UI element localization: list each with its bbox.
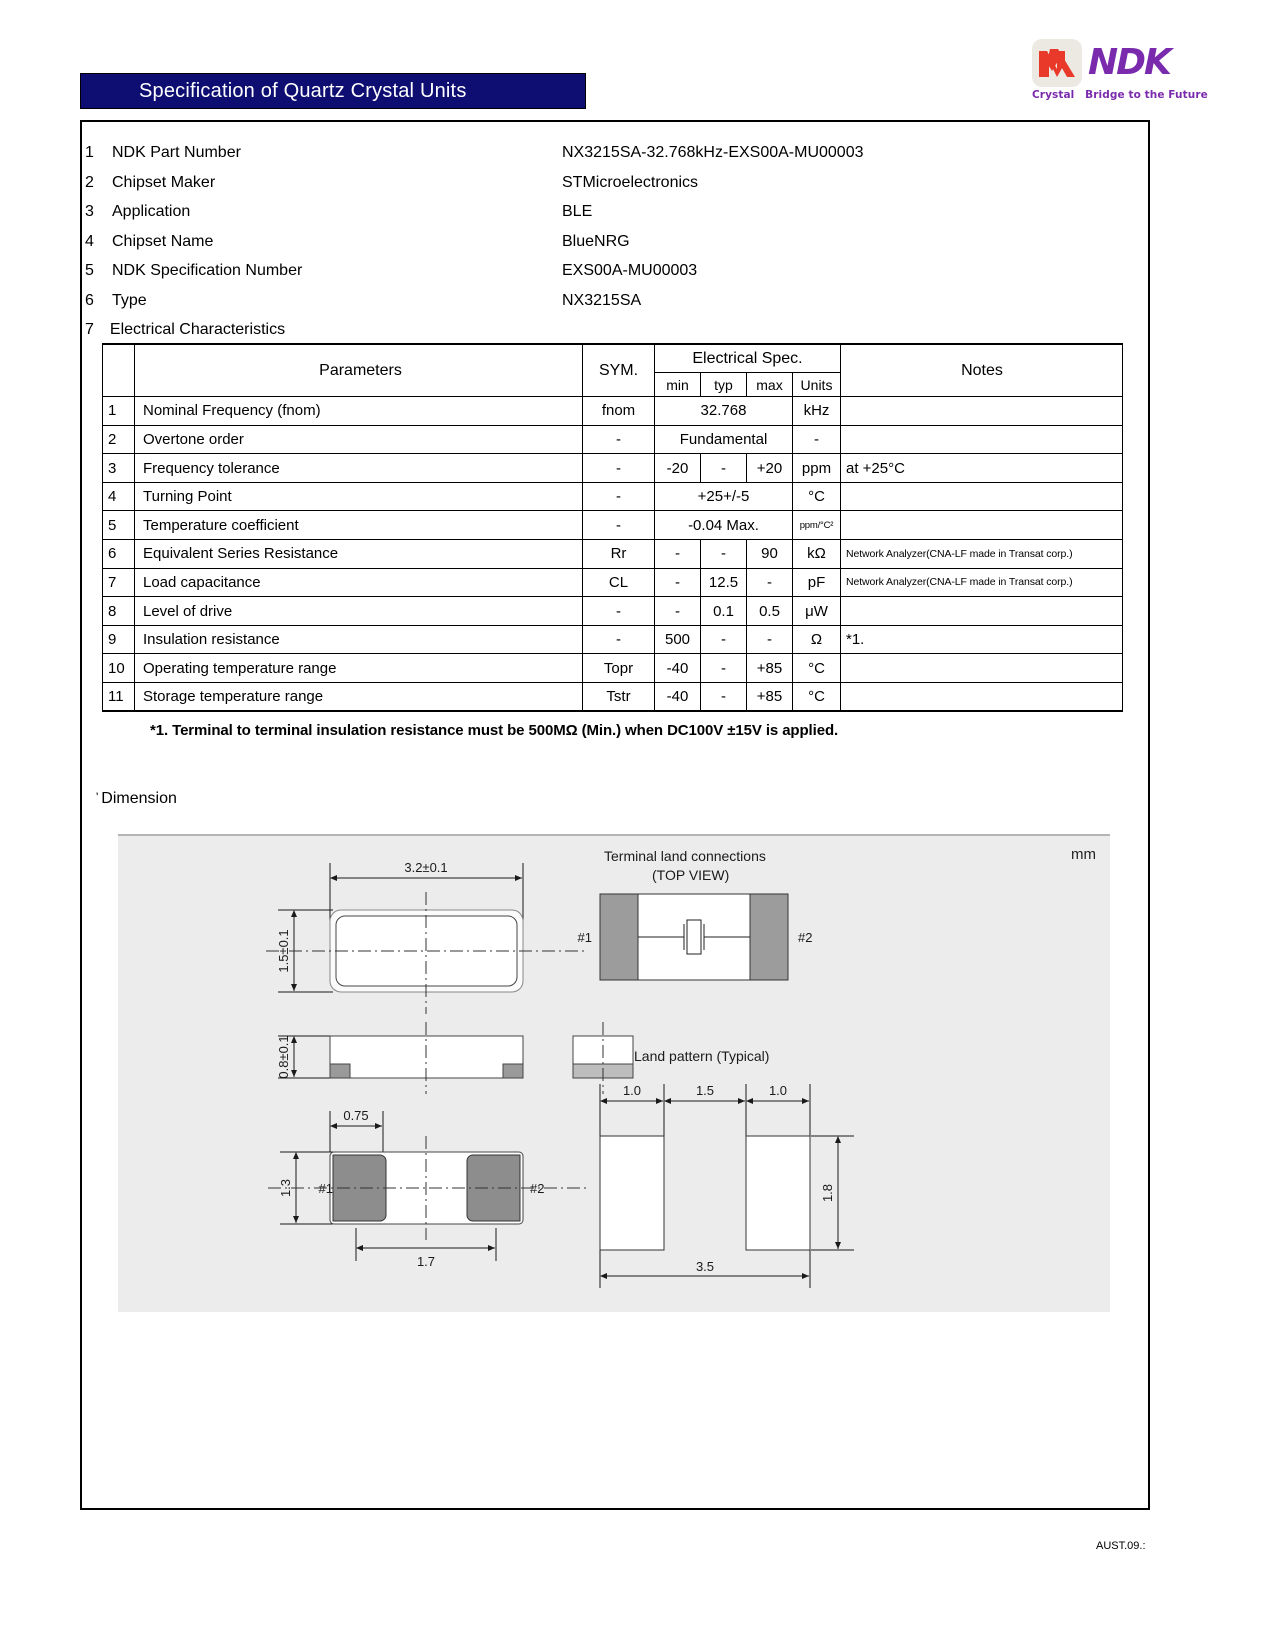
row-parameter: Temperature coefficient: [135, 511, 583, 540]
row-min: -20: [655, 454, 701, 483]
row-number: 5: [103, 511, 135, 540]
row-typ: -: [701, 454, 747, 483]
row-units: ppm/°C²: [793, 511, 841, 540]
row-units: kHz: [793, 397, 841, 426]
row-sym: fnom: [583, 397, 655, 426]
row-parameter: Storage temperature range: [135, 683, 583, 712]
row-number: 10: [103, 654, 135, 683]
row-units: °C: [793, 654, 841, 683]
list-item: [82, 203, 1148, 233]
row-notes: [841, 654, 1123, 683]
ndk-logo: [1032, 38, 1208, 110]
header-parameters: Parameters: [135, 344, 583, 397]
row-number: 4: [103, 482, 135, 511]
row-units: °C: [793, 683, 841, 712]
table-row: [103, 654, 1123, 683]
item-label: Chipset Name: [112, 232, 214, 250]
row-sym: -: [583, 511, 655, 540]
row-number: 8: [103, 597, 135, 626]
row-parameter: Overtone order: [135, 425, 583, 454]
row-parameter: Equivalent Series Resistance: [135, 540, 583, 569]
item-number: 5: [85, 262, 94, 279]
list-item: [82, 233, 1148, 263]
dim-top-width: 3.2±0.1: [404, 860, 448, 875]
item-value: STMicroelectronics: [562, 173, 699, 191]
item-label: NDK Specification Number: [112, 262, 303, 279]
list-item: [82, 174, 1148, 204]
row-number: 9: [103, 625, 135, 654]
item-value: NX3215SA-32.768kHz-EXS00A-MU00003: [562, 144, 864, 161]
item-number: 2: [85, 173, 94, 191]
page-title: Specification of Quartz Crystal Units: [139, 79, 467, 102]
ndk-mark-icon: [1032, 39, 1082, 87]
table-row: [103, 625, 1123, 654]
row-parameter: Load capacitance: [135, 568, 583, 597]
header-min: min: [655, 373, 701, 397]
row-parameter: Insulation resistance: [135, 625, 583, 654]
ndk-wordmark: NDK: [1088, 42, 1170, 83]
table-header-row: [103, 344, 1123, 373]
row-max: 90: [747, 540, 793, 569]
page-header: [0, 0, 1275, 120]
row-min: -40: [655, 654, 701, 683]
table-row: [103, 454, 1123, 483]
table-row: [103, 425, 1123, 454]
row-notes: [841, 683, 1123, 712]
bottom-pin2-label: #2: [530, 1181, 545, 1196]
row-notes: *1.: [841, 625, 1123, 654]
row-sym: Rr: [583, 540, 655, 569]
row-notes: [841, 397, 1123, 426]
item-label: Application: [112, 203, 191, 220]
row-notes: Network Analyzer(CNA-LF made in Transat corp.): [841, 568, 1123, 597]
document-title-bar: [80, 73, 586, 109]
row-span-value: +25+/-5: [655, 482, 793, 511]
row-number: 2: [103, 425, 135, 454]
row-notes: [841, 597, 1123, 626]
dimension-heading: [96, 790, 177, 808]
row-typ: 12.5: [701, 568, 747, 597]
dimension-drawing: [118, 834, 1110, 1312]
row-notes: Network Analyzer(CNA-LF made in Transat corp.): [841, 540, 1123, 569]
row-sym: Topr: [583, 654, 655, 683]
row-min: -40: [655, 683, 701, 712]
header-index: [103, 344, 135, 397]
row-sym: -: [583, 597, 655, 626]
dim-land-pad-right: 1.0: [768, 1083, 788, 1098]
row-typ: -: [701, 625, 747, 654]
dim-top-height: 1.5±0.1: [276, 929, 291, 973]
land-pattern-title: Land pattern (Typical): [634, 1048, 770, 1064]
item-number: 3: [85, 203, 94, 220]
row-parameter: Nominal Frequency (fnom): [135, 397, 583, 426]
row-notes: [841, 511, 1123, 540]
row-max: -: [747, 625, 793, 654]
row-parameter: Level of drive: [135, 597, 583, 626]
dim-pad-pitch: 1.7: [416, 1254, 436, 1269]
unit-label: mm: [1071, 846, 1096, 863]
section-number: 7: [85, 321, 94, 338]
row-units: pF: [793, 568, 841, 597]
row-units: °C: [793, 482, 841, 511]
row-units: μW: [793, 597, 841, 626]
row-typ: -: [701, 654, 747, 683]
table-row: [103, 511, 1123, 540]
row-max: 0.5: [747, 597, 793, 626]
header-typ: typ: [701, 373, 747, 397]
dim-land-gap: 1.5: [695, 1083, 715, 1098]
header-electrical-spec: Electrical Spec.: [655, 344, 841, 373]
dimension-bullet-icon: ': [96, 790, 99, 804]
row-max: +20: [747, 454, 793, 483]
item-label: Chipset Maker: [112, 173, 216, 191]
item-label: Type: [112, 291, 147, 309]
row-number: 6: [103, 540, 135, 569]
item-value: NX3215SA: [562, 291, 642, 309]
row-sym: -: [583, 425, 655, 454]
list-item: [82, 144, 1148, 174]
header-notes: Notes: [841, 344, 1123, 397]
tagline-crystal: Crystal: [1032, 89, 1075, 101]
header-max: max: [747, 373, 793, 397]
row-number: 11: [103, 683, 135, 712]
row-max: +85: [747, 683, 793, 712]
row-span-value: Fundamental: [655, 425, 793, 454]
row-min: -: [655, 540, 701, 569]
terminal-title-line1: Terminal land connections: [604, 848, 766, 864]
row-notes: [841, 425, 1123, 454]
bottom-pin1-label: #1: [318, 1181, 333, 1196]
terminal-pin2-label: #2: [798, 930, 813, 945]
row-number: 7: [103, 568, 135, 597]
table-row: [103, 397, 1123, 426]
row-max: +85: [747, 654, 793, 683]
item-number: 6: [85, 291, 94, 309]
footer-code: AUST.09.:: [1096, 1540, 1146, 1552]
row-max: -: [747, 568, 793, 597]
row-number: 3: [103, 454, 135, 483]
section-title: Electrical Characteristics: [109, 321, 286, 338]
list-item: [82, 292, 1148, 322]
row-units: ppm: [793, 454, 841, 483]
row-notes: [841, 482, 1123, 511]
row-parameter: Turning Point: [135, 482, 583, 511]
tagline-bridge: Bridge to the Future: [1085, 89, 1208, 101]
header-sym: SYM.: [583, 344, 655, 397]
terminal-pin1-label: #1: [577, 930, 592, 945]
row-typ: -: [701, 540, 747, 569]
item-number: 1: [85, 144, 94, 161]
dim-pad-height: 1.3: [278, 1178, 293, 1198]
item-value: BLE: [562, 203, 593, 220]
row-sym: -: [583, 482, 655, 511]
row-notes: at +25°C: [841, 454, 1123, 483]
row-number: 1: [103, 397, 135, 426]
row-units: -: [793, 425, 841, 454]
dimension-heading-label: Dimension: [101, 790, 177, 807]
section-heading: [85, 321, 285, 339]
list-item: [82, 262, 1148, 292]
row-min: -: [655, 568, 701, 597]
electrical-characteristics-table: [102, 343, 1123, 712]
dim-pad-width: 0.75: [343, 1108, 369, 1123]
item-label: NDK Part Number: [112, 144, 241, 161]
table-row: [103, 683, 1123, 712]
row-sym: -: [583, 625, 655, 654]
row-sym: -: [583, 454, 655, 483]
row-span-value: 32.768: [655, 397, 793, 426]
table-row: [103, 540, 1123, 569]
table-row: [103, 597, 1123, 626]
row-typ: 0.1: [701, 597, 747, 626]
item-value: EXS00A-MU00003: [562, 262, 698, 279]
ndk-tagline: [1032, 89, 1208, 101]
dim-side-height: 0.8±0.1: [276, 1035, 291, 1079]
row-parameter: Operating temperature range: [135, 654, 583, 683]
row-sym: Tstr: [583, 683, 655, 712]
row-units: kΩ: [793, 540, 841, 569]
row-min: 500: [655, 625, 701, 654]
document-body-frame: [80, 120, 1150, 1510]
row-typ: -: [701, 683, 747, 712]
dim-land-pad-height: 1.8: [820, 1183, 835, 1203]
specification-list: [82, 144, 1148, 321]
table-row: [103, 568, 1123, 597]
table-row: [103, 482, 1123, 511]
header-units: Units: [793, 373, 841, 397]
item-value: BlueNRG: [562, 232, 630, 250]
row-parameter: Frequency tolerance: [135, 454, 583, 483]
terminal-title-line2: (TOP VIEW): [652, 867, 730, 883]
dim-land-pad-left: 1.0: [622, 1083, 642, 1098]
table-footnote: *1. Terminal to terminal insulation resistance must be 500MΩ (Min.) when DC100V ±15V is applied.: [150, 722, 839, 739]
row-min: -: [655, 597, 701, 626]
row-sym: CL: [583, 568, 655, 597]
row-span-value: -0.04 Max.: [655, 511, 793, 540]
row-units: Ω: [793, 625, 841, 654]
item-number: 4: [85, 232, 94, 250]
dim-land-total: 3.5: [695, 1259, 715, 1274]
